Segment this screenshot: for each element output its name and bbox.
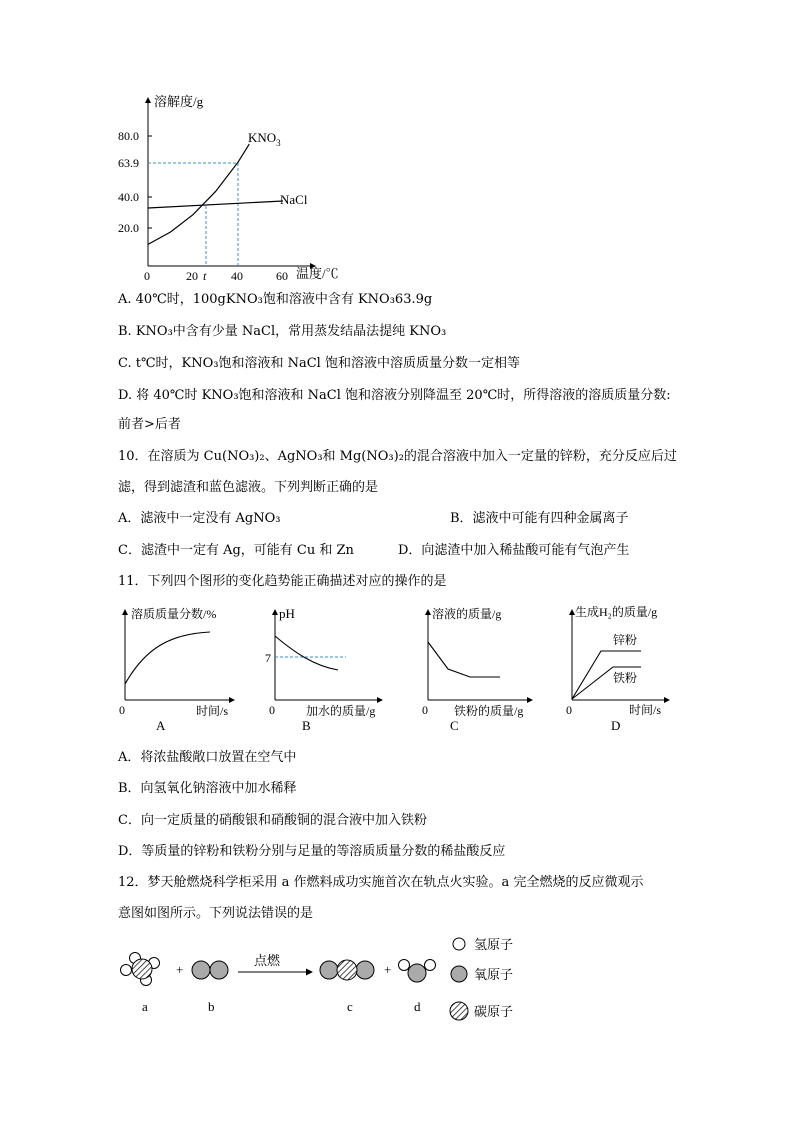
reaction-condition: 点燃 (254, 953, 281, 968)
plus-sign-2: + (384, 962, 392, 977)
kno3-curve (148, 144, 249, 244)
graph-d-ylabel: 生成H₂的质量/g (575, 605, 658, 619)
label-a: a (142, 999, 148, 1014)
legend (450, 937, 513, 1020)
q10-option-d: D．向滤渣中加入稀盐酸可能有气泡产生 (398, 543, 630, 558)
q9-option-a: A. 40℃时，100gKNO₃饱和溶液中含有 KNO₃63.9g (118, 292, 433, 307)
y-tick-80: 80.0 (118, 129, 139, 143)
q10-stem-line1: 10．在溶质为 Cu(NO₃)₂、AgNO₃和 Mg(NO₃)₂的混合溶液中加入一定量的锌粉，充分反应后过 (118, 449, 677, 464)
y-tick-63.9: 63.9 (118, 156, 139, 170)
q12-stem-line2: 意图如图所示。下列说法错误的是 (118, 906, 314, 921)
molecule-a (121, 953, 160, 986)
legend-carbon-label: 碳原子 (474, 1004, 514, 1019)
kno3-label: $KNO_3$ (248, 130, 281, 148)
q11-graph-b (264, 602, 394, 732)
q11-graph-c (418, 602, 538, 732)
solubility-chart (110, 92, 360, 282)
label-d: d (414, 999, 421, 1014)
q9-option-b: B. KNO₃中含有少量 NaCl，常用蒸发结晶法提纯 KNO₃ (118, 324, 447, 339)
graph-d-zinc-label: 锌粉 (613, 633, 638, 647)
graph-b-name: B (302, 718, 311, 732)
graph-c-origin: 0 (422, 703, 428, 717)
chart-xlabel: 温度/℃ (296, 266, 339, 281)
graph-c-ylabel: 溶液的质量/g (432, 607, 502, 621)
graph-b-tick-7: 7 (265, 651, 271, 665)
graph-b-origin: 0 (269, 703, 275, 717)
graph-d-xlabel: 时间/s (629, 703, 662, 717)
legend-oxygen-swatch (451, 966, 467, 982)
graph-c-curve (428, 642, 500, 677)
molecule-c (320, 960, 374, 980)
nacl-label: NaCl (280, 192, 308, 207)
y-tick-40: 40.0 (118, 190, 139, 204)
nacl-curve (148, 201, 283, 208)
graph-a-curve (125, 632, 210, 684)
q11-option-d: D．等质量的锌粉和铁粉分别与足量的等溶质质量分数的稀盐酸反应 (118, 844, 506, 859)
graph-b-ylabel: pH (279, 606, 295, 621)
plus-sign-1: + (176, 962, 184, 977)
x-tick-60: 60 (276, 269, 288, 282)
q10-stem-line2: 滤，得到滤渣和蓝色滤液。下列判断正确的是 (118, 480, 379, 495)
graph-a-origin: 0 (119, 703, 125, 717)
q10-option-a: A．滤液中一定没有 AgNO₃ (118, 511, 281, 526)
q11-stem: 11．下列四个图形的变化趋势能正确描述对应的操作的是 (118, 574, 447, 589)
q12-reaction-diagram (118, 932, 538, 1024)
graph-b-xlabel: 加水的质量/g (306, 704, 376, 718)
graph-c-name: C (450, 718, 459, 732)
q10-option-c: C．滤渣中一定有 Ag，可能有 Cu 和 Zn (118, 543, 354, 558)
q9-option-c: C. t℃时，KNO₃饱和溶液和 NaCl 饱和溶液中溶质质量分数一定相等 (118, 356, 520, 371)
legend-hydrogen-label: 氢原子 (474, 937, 514, 952)
q11-option-c: C．向一定质量的硝酸银和硝酸铜的混合液中加入铁粉 (118, 813, 427, 828)
graph-b-curve (275, 636, 338, 670)
q11-option-a: A．将浓盐酸敞口放置在空气中 (118, 750, 297, 765)
graph-d-iron-label: 铁粉 (613, 671, 638, 685)
graph-d-name: D (611, 718, 621, 732)
q9-option-d-line2: 前者>后者 (118, 417, 181, 432)
chart-ylabel: 溶解度/g (154, 94, 204, 109)
graph-a-xlabel: 时间/s (196, 704, 229, 718)
q12-stem-line1: 12．梦天舱燃烧科学柜采用 a 作燃料成功实施首次在轨点火实验。a 完全燃烧的反应微观示 (118, 875, 644, 890)
x-tick-20: 20 (186, 269, 198, 282)
molecule-d (399, 960, 436, 983)
legend-carbon-swatch (450, 1002, 468, 1020)
q11-graph-d (563, 602, 683, 732)
q9-option-d-line1: D. 将 40℃时 KNO₃饱和溶液和 NaCl 饱和溶液分别降温至 20℃时，所得溶液的溶质质量分数: (118, 388, 671, 403)
x-tick-t: t (203, 269, 207, 282)
q11-graph-a (116, 602, 246, 732)
molecule-b (192, 961, 228, 979)
graph-c-xlabel: 铁粉的质量/g (454, 704, 524, 718)
x-tick-40: 40 (231, 269, 243, 282)
legend-hydrogen-swatch (453, 938, 465, 950)
label-b: b (208, 999, 215, 1014)
graph-d-origin: 0 (566, 703, 572, 717)
legend-oxygen-label: 氧原子 (474, 967, 514, 982)
label-c: c (347, 999, 353, 1014)
graph-a-ylabel: 溶质质量分数/% (131, 607, 217, 621)
q11-option-b: B．向氢氧化钠溶液中加水稀释 (118, 781, 297, 796)
y-tick-20: 20.0 (118, 221, 139, 235)
x-tick-0: 0 (144, 269, 150, 282)
q10-option-b: B．滤液中可能有四种金属离子 (450, 511, 629, 526)
graph-a-name: A (156, 718, 166, 732)
